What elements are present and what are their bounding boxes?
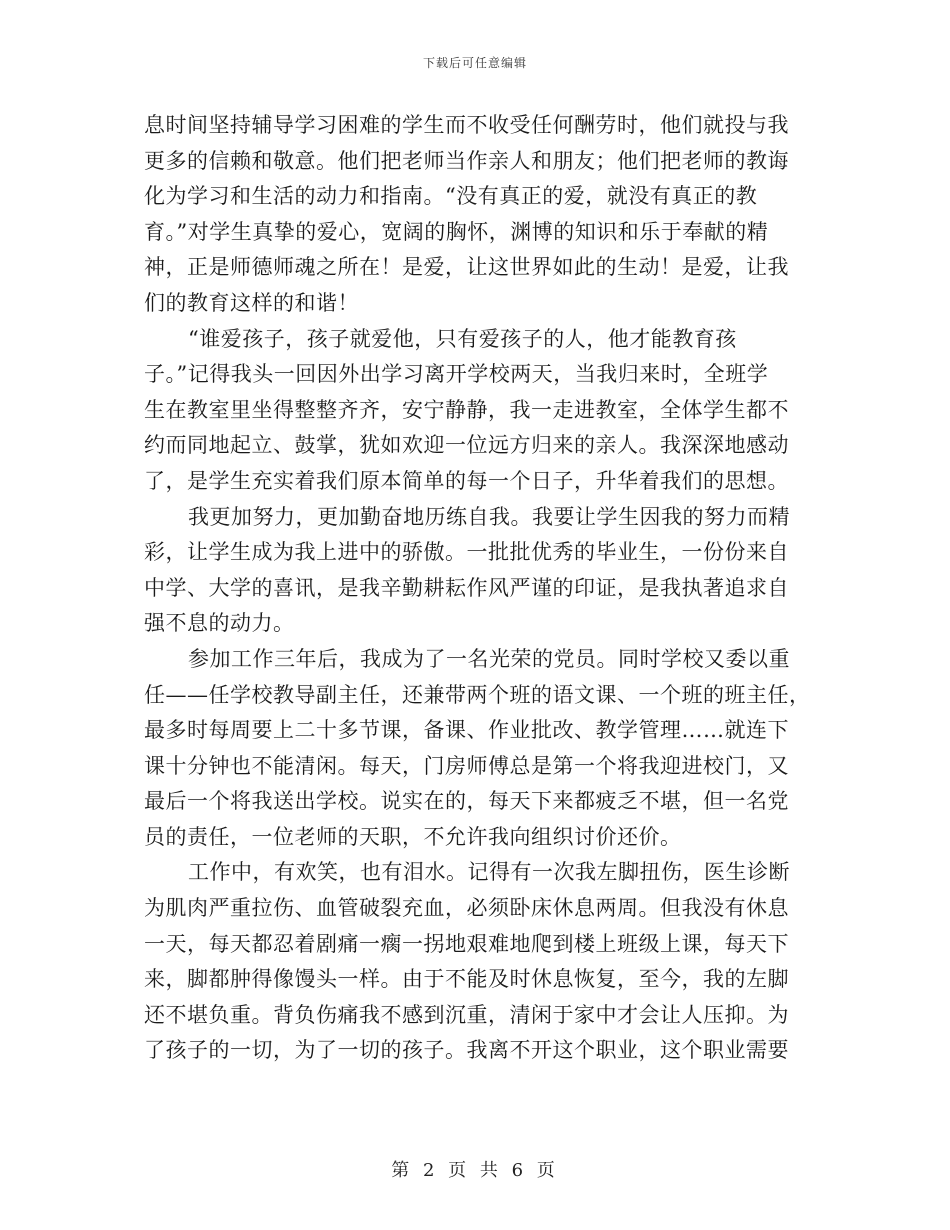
- text-line: 约而同地起立、鼓掌，犹如欢迎一位远方归来的亲人。我深深地感动: [144, 433, 789, 458]
- text-line: 为肌肉严重拉伤、血管破裂充血，必须卧床休息两周。但我没有休息: [144, 896, 789, 921]
- text-line: 彩，让学生成为我上进中的骄傲。一批批优秀的毕业生，一份份来自: [144, 540, 789, 565]
- text-line: 强不息的动力。: [144, 611, 295, 636]
- text-line: 一天，每天都忍着剧痛一瘸一拐地艰难地爬到楼上班级上课，每天下: [144, 931, 789, 956]
- text-line: 更多的信赖和敬意。他们把老师当作亲人和朋友；他们把老师的教诲: [144, 148, 789, 173]
- text-line: 神，正是师德师魂之所在！是爱，让这世界如此的生动！是爱，让我: [144, 255, 789, 280]
- text-line: 育。”对学生真挚的爱心，宽阔的胸怀，渊博的知识和乐于奉献的精: [144, 219, 769, 244]
- text-line: 最多时每周要上二十多节课，备课、作业批改、教学管理……就连下: [144, 718, 789, 743]
- text-line: 们的教育这样的和谐！: [144, 290, 359, 315]
- page-header: 下载后可任意编辑: [422, 56, 527, 70]
- text-line: 生在教室里坐得整整齐齐，安宁静静，我一走进教室，全体学生都不: [144, 397, 789, 422]
- text-line: 参加工作三年后，我成为了一名光荣的党员。同时学校又委以重: [188, 646, 790, 671]
- text-line: 任——任学校教导副主任，还兼带两个班的语文课、一个班的班主任，: [144, 682, 811, 707]
- text-line: 化为学习和生活的动力和指南。“没有真正的爱，就没有真正的教: [144, 184, 758, 209]
- text-line: 最后一个将我送出学校。说实在的，每天下来都疲乏不堪，但一名党: [144, 789, 789, 814]
- text-line: “谁爱孩子，孩子就爱他，只有爱孩子的人，他才能教育孩: [188, 326, 737, 351]
- page-number-footer: 第 2 页 共 6 页: [391, 1160, 559, 1181]
- text-line: 息时间坚持辅导学习困难的学生而不收受任何酬劳时，他们就投与我: [144, 113, 789, 137]
- text-line: 课十分钟也不能清闲。每天，门房师傅总是第一个将我迎进校门，又: [144, 753, 789, 778]
- text-line: 中学、大学的喜讯，是我辛勤耕耘作风严谨的印证，是我执著追求自: [144, 575, 789, 600]
- text-line: 子。”记得我头一回因外出学习离开学校两天，当我归来时，全班学: [144, 362, 769, 387]
- text-line: 工作中，有欢笑，也有泪水。记得有一次我左脚扭伤，医生诊断: [188, 860, 790, 885]
- text-line: 我更加努力，更加勤奋地历练自我。我要让学生因我的努力而精: [188, 504, 790, 529]
- text-line: 员的责任，一位老师的天职，不允许我向组织讨价还价。: [144, 824, 682, 849]
- text-line: 来，脚都肿得像馒头一样。由于不能及时休息恢复，至今，我的左脚: [144, 967, 789, 992]
- text-line: 还不堪负重。背负伤痛我不感到沉重，清闲于家中才会让人压抑。为: [144, 1002, 789, 1027]
- text-line: 了，是学生充实着我们原本简单的每一个日子，升华着我们的思想。: [144, 468, 789, 493]
- document-body: [144, 108, 811, 1069]
- text-line: 了孩子的一切，为了一切的孩子。我离不开这个职业，这个职业需要: [144, 1038, 789, 1063]
